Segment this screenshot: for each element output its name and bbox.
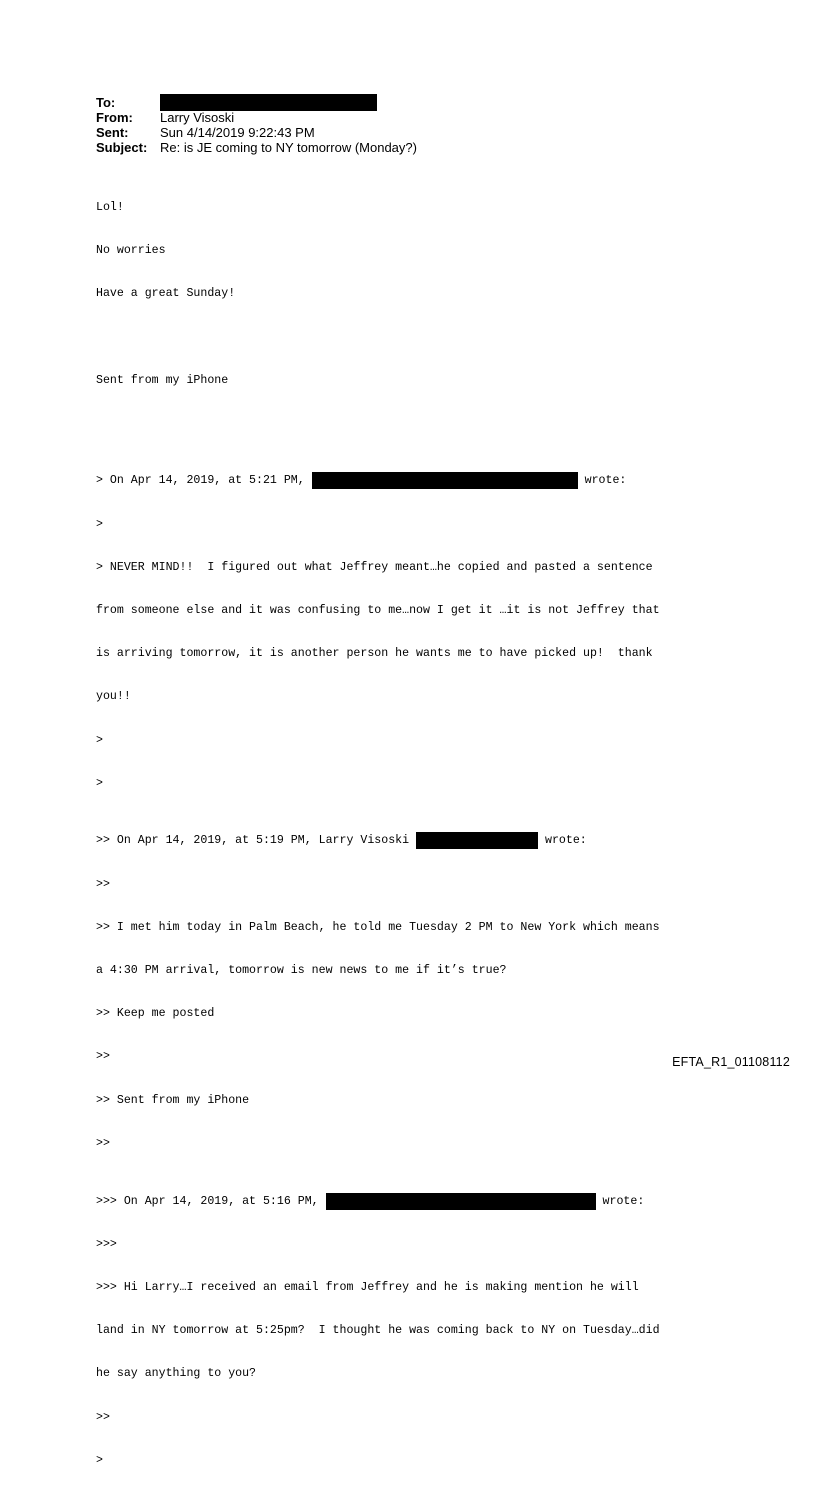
attribution-text: > On Apr 14, 2019, at 5:21 PM, bbox=[96, 474, 312, 488]
sent-value: Sun 4/14/2019 9:22:43 PM bbox=[160, 125, 315, 140]
quote-line: land in NY tomorrow at 5:25pm? I thought he was coming back to NY on Tuesday…did bbox=[96, 1324, 660, 1338]
attribution-wrote: wrote: bbox=[538, 834, 587, 848]
quote-line: from someone else and it was confusing to me…now I get it …it is not Jeffrey that bbox=[96, 604, 660, 618]
email-body bbox=[96, 172, 736, 1497]
subject-value: Re: is JE coming to NY tomorrow (Monday?) bbox=[160, 140, 417, 155]
quote-line: >> bbox=[96, 1050, 110, 1064]
quote-line: > bbox=[96, 517, 103, 531]
quote-line: > bbox=[96, 733, 103, 747]
quote-line: >> I met him today in Palm Beach, he told me Tuesday 2 PM to New York which means bbox=[96, 920, 660, 934]
quote-line: is arriving tomorrow, it is another person he wants me to have picked up! thank bbox=[96, 647, 653, 661]
quote-line: you!! bbox=[96, 690, 131, 704]
signature-line: Sent from my iPhone bbox=[96, 373, 229, 387]
quote-line: >> bbox=[96, 1136, 110, 1150]
email-header bbox=[96, 95, 716, 155]
quote-line: >>> bbox=[96, 1237, 117, 1251]
quote-attribution bbox=[96, 1195, 736, 1209]
quote-line: > NEVER MIND!! I figured out what Jeffrey meant…he copied and pasted a sentence bbox=[96, 560, 653, 574]
quote-line: >>> Hi Larry…I received an email from Jeffrey and he is making mention he will bbox=[96, 1280, 639, 1294]
redaction-box bbox=[312, 472, 578, 489]
quote-attribution bbox=[96, 834, 736, 848]
quote-line: a 4:30 PM arrival, tomorrow is new news to me if it’s true? bbox=[96, 964, 507, 978]
quote-line: >> Sent from my iPhone bbox=[96, 1093, 250, 1107]
attribution-text: >> On Apr 14, 2019, at 5:19 PM, Larry Visoski bbox=[96, 834, 417, 848]
from-row bbox=[96, 110, 716, 125]
quote-line: >> bbox=[96, 1410, 110, 1424]
to-row bbox=[96, 95, 716, 110]
redaction-box bbox=[416, 832, 538, 849]
attribution-text: >>> On Apr 14, 2019, at 5:16 PM, bbox=[96, 1194, 326, 1208]
redaction-box bbox=[160, 94, 377, 111]
subject-label: Subject: bbox=[96, 140, 148, 155]
body-line: Have a great Sunday! bbox=[96, 287, 236, 301]
quote-line: >> bbox=[96, 877, 110, 891]
blank-line bbox=[96, 417, 736, 431]
body-line: Lol! bbox=[96, 200, 124, 214]
from-value: Larry Visoski bbox=[160, 110, 235, 125]
redaction-box bbox=[326, 1193, 596, 1210]
subject-row bbox=[96, 140, 716, 155]
attribution-wrote: wrote: bbox=[595, 1194, 645, 1208]
quote-line: >> Keep me posted bbox=[96, 1007, 215, 1021]
to-label: To: bbox=[96, 95, 116, 110]
blank-line bbox=[96, 330, 736, 344]
quote-line: > bbox=[96, 776, 103, 790]
sent-label: Sent: bbox=[96, 125, 129, 140]
document-id: EFTA_R1_01108112 bbox=[672, 1055, 790, 1069]
body-line: No worries bbox=[96, 244, 166, 258]
sent-row bbox=[96, 125, 716, 140]
to-value bbox=[160, 95, 716, 111]
quote-attribution bbox=[96, 474, 736, 488]
quote-line: > bbox=[96, 1453, 103, 1467]
from-label: From: bbox=[96, 110, 133, 125]
quote-line: he say anything to you? bbox=[96, 1367, 257, 1381]
attribution-wrote: wrote: bbox=[577, 474, 627, 488]
